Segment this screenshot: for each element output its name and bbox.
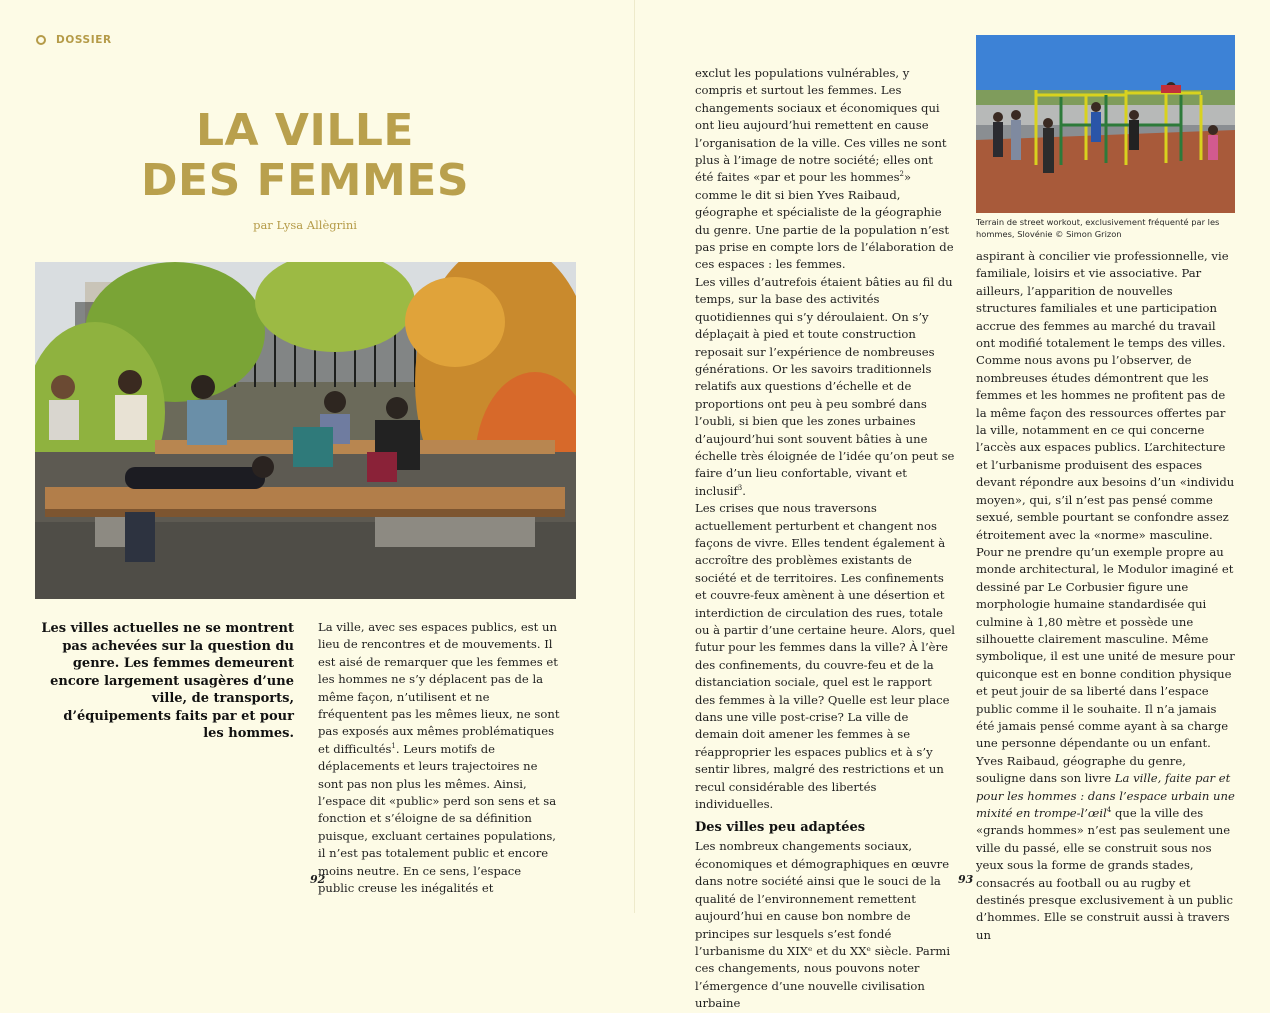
paragraph	[318, 619, 560, 898]
paragraph	[695, 274, 955, 500]
footnote-ref: 1	[391, 741, 396, 750]
photo-illustration	[35, 262, 576, 599]
lead-paragraph: Les villes actuelles ne se montrent pas achevées sur la question du genre. Les femmes demeurent encore largement usagères d’une ville, de transports, d’équipements faits par et pour les hommes.	[41, 621, 294, 741]
text-run: exclut les populations vulnérables, y compris et surtout les femmes. Les changements sociaux et économiques qui ont lieu aujourd’hui remettent en cause l’organisation de la ville. Ces villes ne sont plus à l’image de notre société; elles ont été faites «par et pour les hommes	[695, 66, 947, 185]
right-page	[635, 0, 1270, 1011]
footnote-ref: 2	[899, 170, 904, 179]
section-label-text: DOSSIER	[56, 34, 112, 46]
section-heading: Des villes peu adaptées	[695, 820, 866, 836]
footnote-ref: 4	[1106, 806, 1112, 815]
column-1	[318, 619, 560, 898]
book-title: La ville, faite par et pour les hommes : dans l’espace urbain une mixité en trompe-l’œil	[976, 771, 1235, 820]
paragraph: Les nombreux changements sociaux, économiques et démographiques en œuvre dans notre société ainsi que le souci de la qualité de l’environnement remettent aujourd’hui en cause bon nombre de principes sur lesquels s’est fondé l’urbanisme du XIXᵉ et du XXᵉ siècle. Parmi ces changements, nous pouvons noter l’émergence d’une nouvelle civilisation urbaine	[695, 839, 951, 1011]
text-run: Les villes d’autrefois étaient bâties au fil du temps, sur la base des activités quotidiennes qui s’y déroulaient. On s’y déplaçait à pied et toute construction reposait sur l’expérience de nombreuses générations. Or les savoirs traditionnels relatifs aux questions d’échelle et de proportions ont peu à peu sombré dans l’oubli, si bien que les zones urbaines d’aujourd’hui sont souvent bâties à une échelle très éloignée de l’idée qu’on peut se faire d’un lieu confortable, vivant et inclusif	[695, 274, 955, 498]
text-run: .	[742, 483, 746, 498]
paragraph: Les crises que nous traversons actuellement perturbent et changent nos façons de vivre. Elles tendent également à accroître des problèmes existants de société et de territoires. Les confinements et couvre-feux amènent à une désertion et interdiction de circulation des rues, totale ou à partir d’une certaine heure. Alors, quel futur pour les femmes dans la ville? À l’ère des confinements, du couvre-feu et de la distanciation sociale, quel est le rapport des femmes à la ville? Quelle est leur place dans une ville post-crise? La ville de demain doit amener les femmes à se réapproprier les espaces publics et à s’y sentir libres, malgré des restrictions et un recul considérable des libertés individuelles.	[695, 501, 955, 812]
left-page	[0, 0, 635, 913]
title-line-2: DES FEMMES	[140, 155, 470, 206]
footnote-ref: 3	[737, 483, 743, 492]
text-run: La ville, avec ses espaces publics, est un lieu de rencontres et de mouvements. Il est aisé de remarquer que les femmes et les hommes ne s’y déplacent pas de la même façon, n’utilisent et ne fréquentent pas les mêmes lieux, ne sont pas exposés aux mêmes problématiques et difficultés	[318, 620, 560, 756]
column-3	[976, 248, 1236, 944]
column-2	[695, 65, 955, 1013]
text-run: que la ville des «grands hommes» n’est pas seulement une ville du passé, elle se construit sous nos yeux sous la forme de grands stades, consacrés au football ou au rugby et destinés presque exclusivement à un public d’hommes. Elle se construit aussi à travers un	[976, 806, 1234, 942]
paragraph	[976, 248, 1236, 944]
main-photo-people-on-benches	[35, 262, 576, 599]
text-run: aspirant à concilier vie professionnelle, vie familiale, loisirs et vie associative. Par ailleurs, l’apparition de nouvelles structures familiales et une participation accrue des femmes au marché du travail ont modifié totalement le temps des villes. Comme nous avons pu l’observer, de nombreuses études démontrent que les femmes et les hommes ne profitent pas de la même façon des ressources offertes par la ville, notamment en ce qui concerne l’accès aux espaces publics. L’architecture et l’urbanisme produisent des espaces devant répondre aux besoins d’un «individu moyen», qui, s’il n’est pas pensé comme sexué, semble pourtant se confondre assez étroitement avec la «norme» masculine. Pour ne prendre qu’un exemple propre au monde architectural, le Modulor imaginé et dessiné par Le Corbusier figure une morphologie humaine standardisée qui culmine à 1,80 mètre et possède une silhouette clairement masculine. Même symbolique, il est une unité de mesure pour quiconque est en bonne condition physique et peut jouir de sa liberté dans l’espace public comme il le souhaite. Il n’a jamais été jamais pensé comme ayant à sa charge une personne dépendante ou un enfant. Yves Raibaud, géographe du genre, souligne dans son livre	[976, 249, 1235, 786]
text-run: . Leurs motifs de déplacements et leurs trajectoires ne sont pas non plus les mêmes. Ainsi, l’espace dit «public» perd son sens et sa fonction et s’éloigne de sa définition puisque, excluant certaines populations, il n’est pas totalement public et encore moins neutre. En ce sens, l’espace public creuse les inégalités et	[318, 741, 557, 896]
section-label	[36, 34, 112, 46]
title-line-1: LA VILLE	[196, 105, 414, 156]
page-number-left: 92	[310, 873, 326, 886]
text-run: » comme le dit si bien Yves Raibaud, géographe et spécialiste de la géographie du genre. Une partie de la population n’est pas prise en compte lors de l’élaboration de ces espaces : les femmes.	[695, 170, 954, 272]
photo-caption: Terrain de street workout, exclusivement fréquenté par les hommes, Slovénie © Simon Grizon	[976, 217, 1220, 239]
paragraph	[695, 65, 955, 274]
page-number-right: 93	[958, 873, 974, 886]
byline: par Lysa Allègrini	[253, 218, 357, 232]
circle-bullet-icon	[36, 35, 46, 45]
photo-illustration	[976, 35, 1235, 213]
article-title	[120, 106, 490, 206]
street-workout-photo	[976, 35, 1235, 213]
